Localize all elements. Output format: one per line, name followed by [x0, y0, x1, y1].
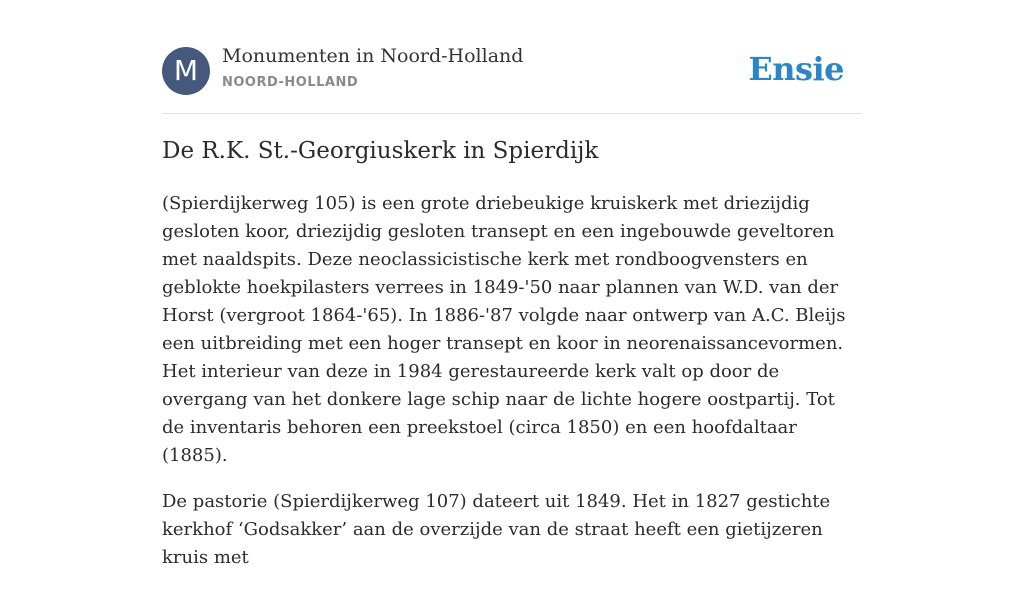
source-avatar[interactable]: M — [162, 47, 210, 95]
article-paragraph: (Spierdijkerweg 105) is een grote driebeukige kruiskerk met driezijdig gesloten koor, driezijdig gesloten transept en een ingebouwde geveltoren met naaldspits. Deze neoclassicistische kerk met rondboogvensters en geblokte hoekpilasters verrees in 1849-'50 naar plannen van W.D. van der Horst (vergroot 1864-'65). In 1886-'87 volgde naar ontwerp van A.C. Bleijs een uitbreiding met een hoger transept en koor in neorenaissancevormen. Het interieur van deze in 1984 gerestaureerde kerk valt op door de overgang van het donkere lage schip naar de lichte hogere oostpartij. Tot de inventaris behoren een preekstoel (circa 1850) en een hoofdaltaar (1885). — [162, 193, 846, 466]
source-subtitle: NOORD-HOLLAND — [222, 75, 359, 90]
article-body — [162, 190, 862, 590]
content-column — [162, 0, 862, 568]
article-title: De R.K. St.-Georgiuskerk in Spierdijk — [162, 138, 599, 164]
header — [162, 0, 862, 114]
article-paragraph: De pastorie (Spierdijkerweg 107) dateert uit 1849. Het in 1827 gestichte kerkhof ‘Godsakker’ aan de overzijde van de straat heeft een gietijzeren kruis met — [162, 491, 831, 568]
source-title[interactable]: Monumenten in Noord-Holland — [222, 45, 524, 67]
brand-logo[interactable]: Ensie — [748, 50, 844, 88]
